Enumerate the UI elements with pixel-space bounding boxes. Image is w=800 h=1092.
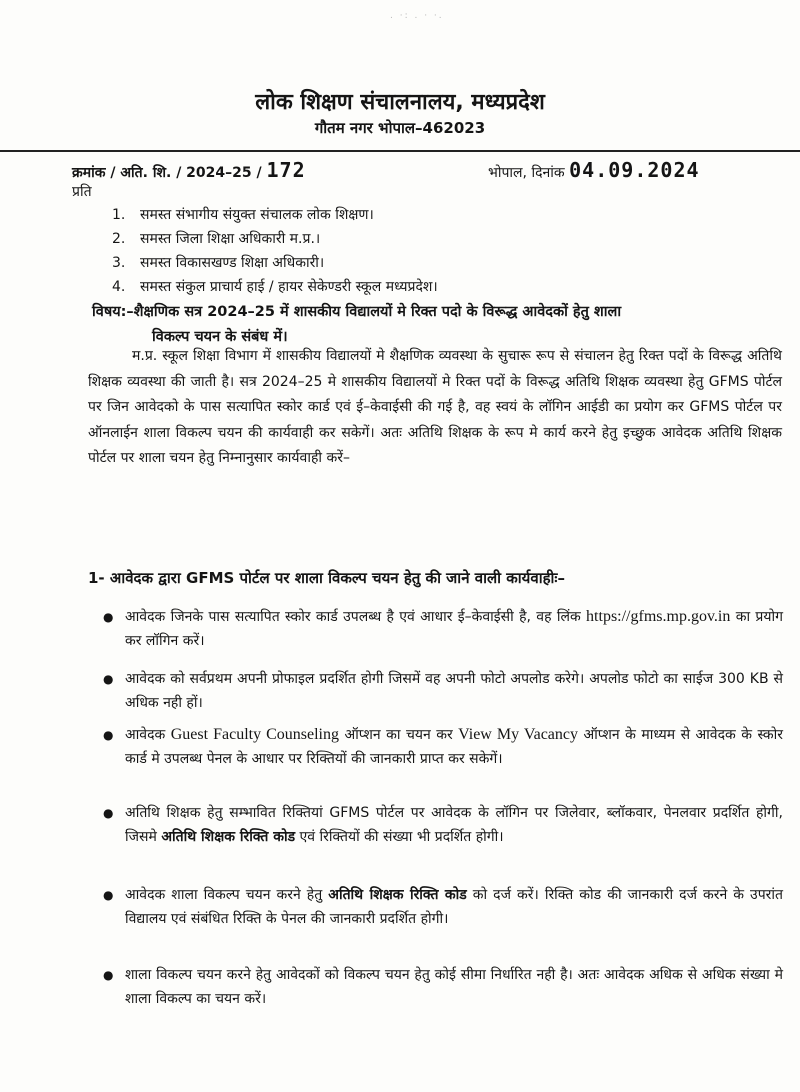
bullet-text: का प्रयोग कर लॉगिन करें। xyxy=(125,609,783,649)
subject-line xyxy=(92,300,782,350)
recipient-item xyxy=(112,251,438,275)
reference-number xyxy=(72,158,306,182)
portal-link[interactable]: https://gfms.mp.gov.in xyxy=(586,608,731,625)
bullet-item xyxy=(125,801,783,849)
office-address: गौतम नगर भोपाल–462023 xyxy=(314,119,486,137)
recipient-number: 2. xyxy=(112,231,126,247)
intro-paragraph: म.प्र. स्कूल शिक्षा विभाग में शासकीय विद्यालयों मे शैक्षणिक व्यवस्था के सुचारू रूप से संचालन हेतु रिक्त पदों के विरूद्ध अतिथि शिक्षक व्यवस्था की जाती है। सत्र 2024–25 मे शासकीय विद्यालयों मे रिक्त पदों के विरूद्ध अतिथि शिक्षक व्यवस्था हेतु GFMS पोर्टल पर जिन आवेदको के पास सत्यापित स्कोर कार्ड एवं ई–केवाईसी की गई है, वह स्वयं के लॉगिन आईडी का प्रयोग कर GFMS पोर्टल पर ऑनलाईन शाला विकल्प चयन की कार्यवाही कर सकेगें। अतः अतिथि शिक्षक के रूप मे कार्य करने हेतु इच्छुक आवेदक अतिथि शिक्षक पोर्टल पर शाला चयन हेतु निम्नानुसार कार्यवाही करें– xyxy=(88,348,782,466)
recipient-text: समस्त संभागीय संयुक्त संचालक लोक शिक्षण। xyxy=(140,207,374,223)
subject-line-1: विषय:–शैक्षणिक सत्र 2024–25 में शासकीय विद्यालयों मे रिक्त पदो के विरूद्ध आवेदकों हेतु शाला xyxy=(92,304,622,320)
option-name: Guest Faculty Counseling xyxy=(170,726,339,743)
date-label: भोपाल, दिनांक xyxy=(488,165,565,181)
option-name: View My Vacancy xyxy=(458,726,579,743)
recipient-number: 3. xyxy=(112,255,126,271)
bullet-text: ऑप्शन का चयन कर xyxy=(339,727,459,743)
subject-line-2: विकल्प चयन के संबंध में। xyxy=(152,329,288,345)
section-heading: 1- आवेदक द्वारा GFMS पोर्टल पर शाला विकल्प चयन हेतु की जाने वाली कार्यवाहीः– xyxy=(88,569,565,587)
recipient-item xyxy=(112,275,438,299)
letter-date xyxy=(488,158,700,182)
bullet-text: आवेदक को सर्वप्रथम अपनी प्रोफाइल प्रदर्शित होगी जिसमें वह अपनी फोटो अपलोड करेगे। अपलोड फोटो का साईज 300 KB से अधिक नही हों। xyxy=(125,671,783,711)
bullet-text: एवं रिक्तियों की संख्या भी प्रदर्शित होगी। xyxy=(295,829,504,845)
date-handwritten: 04.09.2024 xyxy=(569,158,700,182)
bullet-text: आवेदक जिनके पास सत्यापित स्कोर कार्ड उपलब्ध है एवं आधार ई–केवाईसी है, वह लिंक xyxy=(125,609,587,625)
reference-handwritten-number: 172 xyxy=(266,158,306,182)
recipient-text: समस्त संकुल प्राचार्य हाई / हायर सेकेण्डरी स्कूल मध्यप्रदेश। xyxy=(140,279,438,295)
bullet-text: आवेदक xyxy=(125,727,171,743)
bullet-item xyxy=(125,723,783,771)
bullet-text: ऑप्शन के माध्यम से आवेदक के स्कोर कार्ड मे उपलब्ध पेनल के आधार पर रिक्तियों की जानकारी प्राप्त कर सकेगें। xyxy=(125,727,784,767)
office-title: लोक शिक्षण संचालनालय, मध्यप्रदेश xyxy=(255,90,545,115)
recipient-item xyxy=(112,227,438,251)
bullet-item xyxy=(125,667,783,715)
recipient-text: समस्त जिला शिक्षा अधिकारी म.प्र.। xyxy=(140,231,321,247)
bold-term: अतिथि शिक्षक रिक्ति कोड xyxy=(328,887,467,903)
bullet-text: आवेदक शाला विकल्प चयन करने हेतु xyxy=(125,887,329,903)
recipient-number: 4. xyxy=(112,279,126,295)
recipient-text: समस्त विकासखण्ड शिक्षा अधिकारी। xyxy=(140,255,325,271)
recipient-list xyxy=(112,203,438,299)
bullet-item xyxy=(125,963,783,1011)
recipient-item xyxy=(112,203,438,227)
faded-stamp-marks: . ·: . · ·. xyxy=(390,11,444,21)
to-label: प्रति xyxy=(72,184,92,200)
bullet-item xyxy=(125,883,783,931)
header-divider xyxy=(0,150,800,152)
bullet-text: अतिथि शिक्षक हेतु सम्भावित रिक्तियां GFMS पोर्टल पर आवेदक के लॉगिन पर जिलेवार, ब्लॉकवार, पेनलवार प्रदर्शित होगी, जिसमे xyxy=(125,805,783,845)
bullet-item xyxy=(125,605,783,653)
bold-term: अतिथि शिक्षक रिक्ति कोड xyxy=(161,829,296,845)
reference-label: क्रमांक / अति. शि. / 2024–25 / xyxy=(72,165,262,181)
recipient-number: 1. xyxy=(112,207,126,223)
bullet-text: को दर्ज करें। रिक्ति कोड की जानकारी दर्ज करने के उपरांत विद्यालय एवं संबंधित रिक्ति के पेनल की जानकारी प्रदर्शित होगी। xyxy=(125,887,783,927)
bullet-text: शाला विकल्प चयन करने हेतु आवेदकों को विकल्प चयन हेतु कोई सीमा निर्धारित नही है। अतः आवेदक अधिक से अधिक संख्या मे शाला विकल्प का चयन करें। xyxy=(125,967,783,1007)
